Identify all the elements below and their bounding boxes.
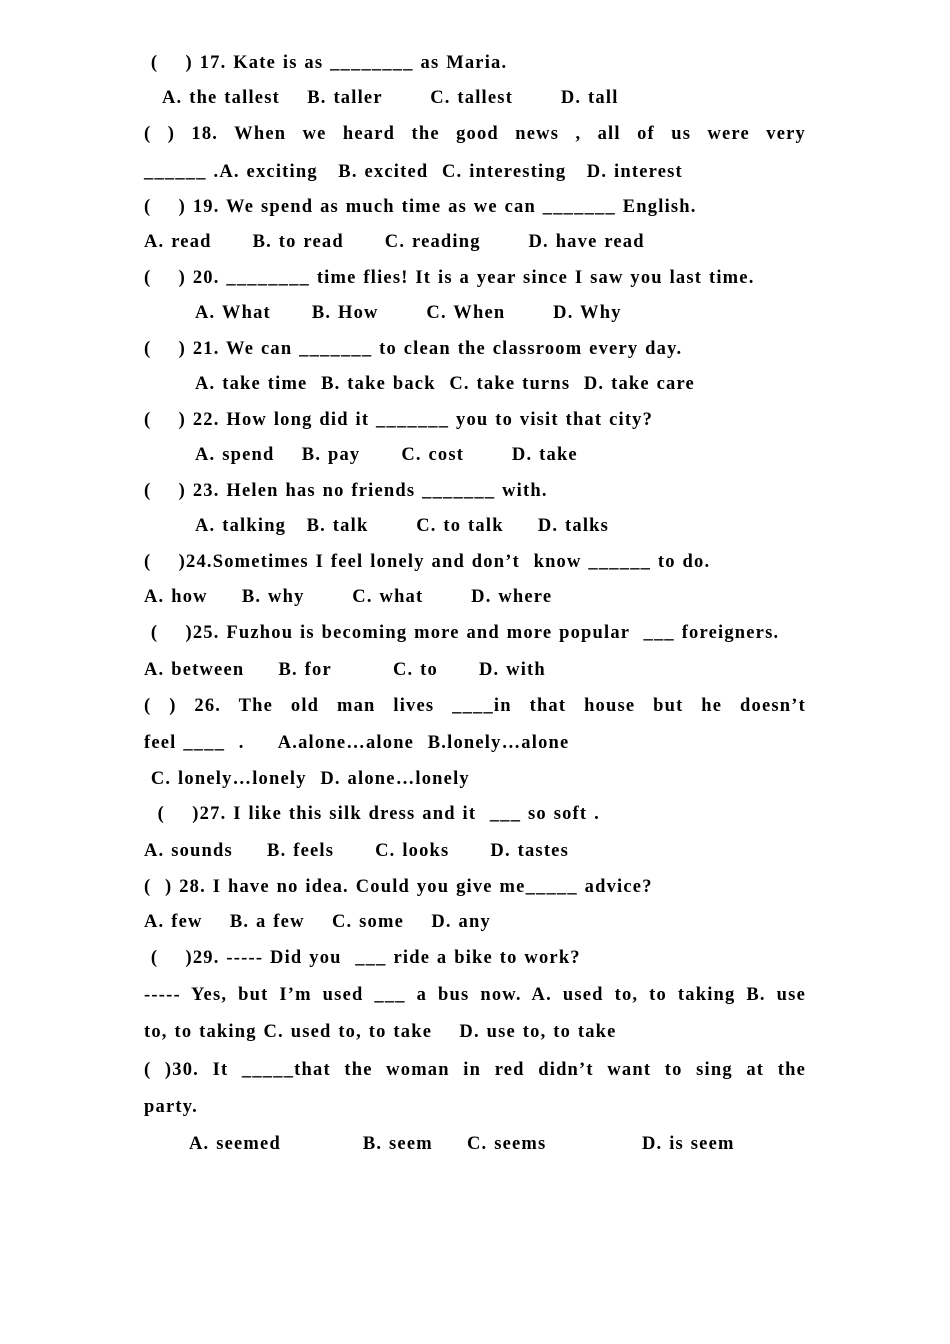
question-29-stem: ( )29. ----- Did you ___ ride a bike to work?: [144, 948, 581, 968]
question-26-stem-cont: feel ____ . A.alone…alone B.lonely…alone: [144, 733, 570, 753]
question-21-stem: ( ) 21. We can _______ to clean the classroom every day.: [144, 339, 683, 359]
question-22-stem: ( ) 22. How long did it _______ you to visit that city?: [144, 410, 654, 430]
question-27-options: A. sounds B. feels C. looks D. tastes: [144, 841, 569, 861]
question-30-options: A. seemed B. seem C. seems D. is seem: [189, 1134, 735, 1154]
question-25-stem: ( )25. Fuzhou is becoming more and more popular ___ foreigners.: [144, 623, 780, 643]
question-20-options: A. What B. How C. When D. Why: [195, 303, 622, 323]
question-17-stem: ( ) 17. Kate is as ________ as Maria.: [144, 53, 508, 73]
question-22-options: A. spend B. pay C. cost D. take: [195, 445, 578, 465]
question-24-stem: ( )24.Sometimes I feel lonely and don’t know ______ to do.: [144, 552, 711, 572]
question-21-options: A. take time B. take back C. take turns D. take care: [195, 374, 695, 394]
question-26-options: C. lonely…lonely D. alone…lonely: [144, 769, 470, 789]
question-28-stem: ( ) 28. I have no idea. Could you give me_____ advice?: [144, 877, 653, 897]
question-29-stem-cont: ----- Yes, but I’m used ___ a bus now. A. used to, to taking B. use: [144, 985, 806, 1005]
question-24-options: A. how B. why C. what D. where: [144, 587, 553, 607]
question-18-stem: ( ) 18. When we heard the good news , all of us were very: [144, 124, 806, 144]
question-19-stem: ( ) 19. We spend as much time as we can _______ English.: [144, 197, 697, 217]
question-30-stem: ( )30. It _____that the woman in red didn’t want to sing at the: [144, 1060, 806, 1080]
question-17-options: A. the tallest B. taller C. tallest D. tall: [162, 88, 619, 108]
question-20-stem: ( ) 20. ________ time flies! It is a year since I saw you last time.: [144, 268, 755, 288]
question-28-options: A. few B. a few C. some D. any: [144, 912, 491, 932]
question-29-options: to, to taking C. used to, to take D. use to, to take: [144, 1022, 617, 1042]
question-18-options: ______ .A. exciting B. excited C. interesting D. interest: [144, 162, 683, 182]
question-23-stem: ( ) 23. Helen has no friends _______ with.: [144, 481, 548, 501]
question-26-stem: ( ) 26. The old man lives ____in that house but he doesn’t: [144, 696, 806, 716]
question-27-stem: ( )27. I like this silk dress and it ___ so soft .: [144, 804, 600, 824]
question-23-options: A. talking B. talk C. to talk D. talks: [195, 516, 610, 536]
question-30-stem-cont: party.: [144, 1097, 198, 1117]
question-25-options: A. between B. for C. to D. with: [144, 660, 546, 680]
question-19-options: A. read B. to read C. reading D. have read: [144, 232, 645, 252]
